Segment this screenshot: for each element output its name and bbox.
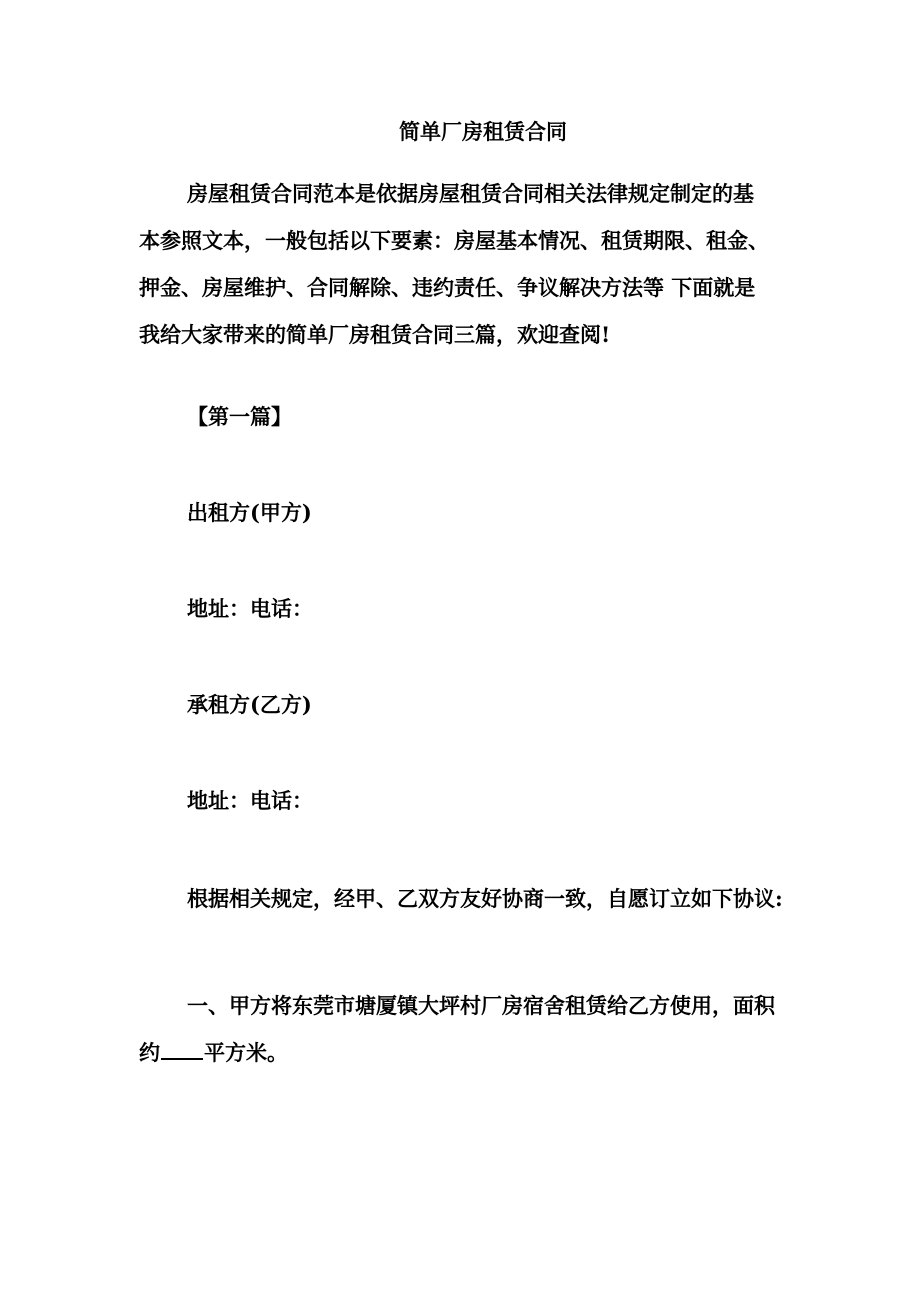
agreement-statement: 根据相关规定，经甲、乙双方友好协商一致，自愿订立如下协议: xyxy=(187,886,783,911)
intro-paragraph xyxy=(139,170,799,358)
lessor-contact: 地址：电话： xyxy=(187,596,313,621)
lessor-label: 出租方(甲方) xyxy=(187,500,312,525)
intro-line: 我给大家带来的简单厂房租赁合同三篇，欢迎查阅! xyxy=(139,322,611,347)
area-blank-underline xyxy=(161,1038,203,1060)
intro-line: 本参照文本，一般包括以下要素：房屋基本情况、租赁期限、租金、 xyxy=(139,228,769,253)
intro-line: 房屋租赁合同范本是依据房屋租赁合同相关法律规定制定的基 xyxy=(187,181,754,206)
document-title: 简单厂房租赁合同 xyxy=(399,119,567,144)
intro-line: 押金、房屋维护、合同解除、违约责任、争议解决方法等 下面就是 xyxy=(139,275,756,300)
lessee-label: 承租方(乙方) xyxy=(187,692,312,717)
section-heading: 【第一篇】 xyxy=(187,404,292,429)
clause-one-prefix: 约 xyxy=(139,1040,160,1065)
clause-one xyxy=(139,982,799,1076)
clause-one-line: 一、甲方将东莞市塘厦镇大坪村厂房宿舍租赁给乙方使用，面积 xyxy=(187,993,775,1018)
clause-one-suffix: 平方米。 xyxy=(204,1040,288,1065)
clause-one-line xyxy=(139,1029,799,1076)
lessee-contact: 地址：电话： xyxy=(187,788,313,813)
